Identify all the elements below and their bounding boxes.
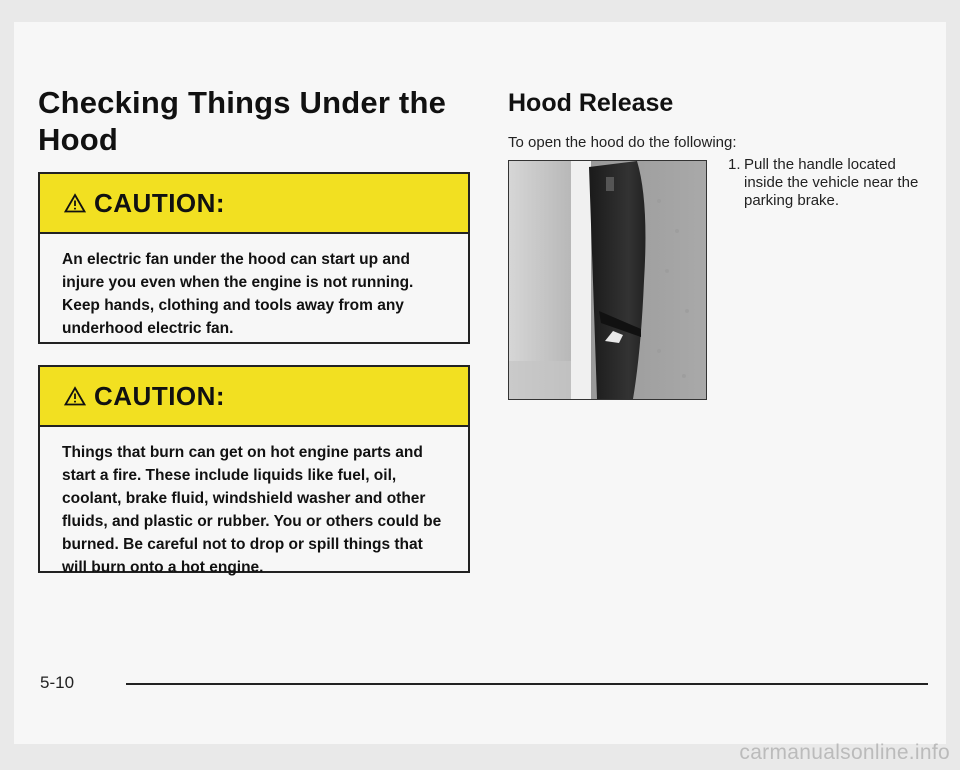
page-number: 5-10 — [40, 673, 75, 692]
hood-release-handle-photo — [508, 160, 707, 400]
caution-header — [40, 367, 468, 427]
caution-header — [40, 174, 468, 234]
caution-title: CAUTION: — [94, 187, 226, 218]
caution-text: Things that burn can get on hot engine parts and start a fire. These include liquids like fuel, oil, coolant, brake fluid, windshield washer and other fluids, and plastic or rubber. You or others could be burned. Be careful not to drop or spill things that will burn onto a hot engine. — [62, 444, 442, 576]
caution-box-electric-fan — [38, 172, 470, 344]
warning-triangle-icon — [64, 193, 86, 213]
caution-box-fire — [38, 365, 470, 576]
intro-text: To open the hood do the following: — [508, 134, 737, 151]
watermark: carmanualsonline.info — [739, 741, 950, 764]
footer-rule — [126, 683, 928, 685]
caution-title: CAUTION: — [94, 380, 226, 411]
caution-text: An electric fan under the hood can start up and injure you even when the engine is not running. Keep hands, clothing and tools away from any underhood electric fan. — [62, 251, 414, 337]
step-number: 1. — [728, 156, 741, 173]
warning-triangle-icon — [64, 386, 86, 406]
step-text: Pull the handle located inside the vehicle near the parking brake. — [744, 156, 919, 209]
section-heading: Hood Release — [508, 89, 674, 117]
page-title: Checking Things Under the Hood — [38, 85, 447, 157]
